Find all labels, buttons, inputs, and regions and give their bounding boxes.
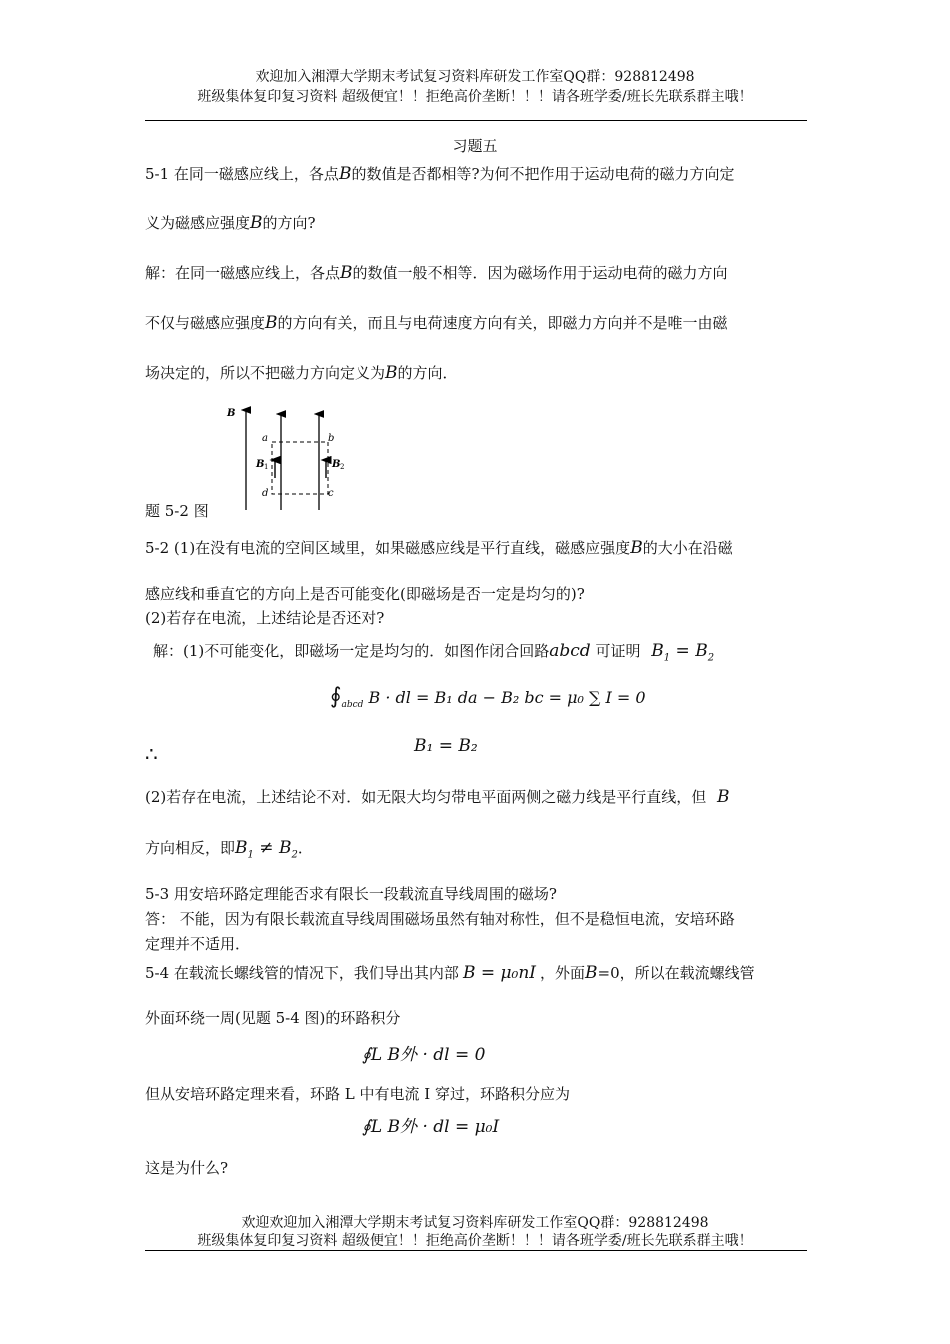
q52-line-2: 感应线和垂直它的方向上是否可能变化(即磁场是否一定是均匀的)? bbox=[145, 585, 585, 603]
therefore-symbol: ∴ bbox=[145, 742, 158, 766]
q51-answer-1: 解：在同一磁感应线上，各点B的数值一般不相等．因为磁场作用于运动电荷的磁力方向 bbox=[145, 263, 728, 283]
footer-line-1: 欢迎欢迎加入湘潭大学期末考试复习资料库研发工作室QQ群：928812498 bbox=[241, 1215, 709, 1231]
header-line-1: 欢迎加入湘潭大学期末考试复习资料库研发工作室QQ群：928812498 bbox=[255, 69, 695, 85]
label-B1: B bbox=[256, 459, 265, 470]
label-B2: B bbox=[332, 459, 341, 470]
label-b: b bbox=[328, 433, 335, 444]
q52-equation-1: $∮_{abcd}$ B · dl = B₁ da − B₂ bc = μ₀ ∑ I = 0 bbox=[330, 684, 646, 711]
footer-rule bbox=[145, 1250, 807, 1251]
q52-answer-2a: (2)若存在电流，上述结论不对．如无限大均匀带电平面两侧之磁力线是平行直线，但 B bbox=[145, 787, 730, 807]
q51-line-2: 义为磁感应强度B的方向? bbox=[145, 213, 316, 233]
q51-line-1: 5-1 在同一磁感应线上，各点B的数值是否都相等?为何不把作用于运动电荷的磁力方向定 bbox=[145, 164, 735, 184]
q54-line-4: 这是为什么? bbox=[145, 1159, 229, 1177]
figure-caption: 题 5-2 图 bbox=[145, 502, 209, 520]
q52-line-1: 5-2 (1)在没有电流的空间区域里，如果磁感应线是平行直线，磁感应强度B的大小在沿磁 bbox=[145, 538, 733, 558]
label-B1-sub: 1 bbox=[264, 463, 269, 471]
footer-line-2: 班级集体复印复习资料 超级便宜！！拒绝高价垄断！！！请各班学委/班长先联系群主哦！ bbox=[197, 1233, 753, 1249]
label-c: c bbox=[328, 488, 334, 499]
q54-equation-1: ∮L B外 · dl = 0 bbox=[362, 1045, 486, 1065]
header-line-2: 班级集体复印复习资料 超级便宜！！拒绝高价垄断！！！请各班学委/班长先联系群主哦！ bbox=[197, 89, 753, 105]
q54-line-3: 但从安培环路定理来看，环路 L 中有电流 I 穿过，环路积分应为 bbox=[145, 1085, 570, 1103]
q54-line-2: 外面环绕一周(见题 5-4 图)的环路积分 bbox=[145, 1009, 401, 1027]
q53-line-1: 5-3 用安培环路定理能否求有限长一段载流直导线周围的磁场? bbox=[145, 885, 557, 903]
q51-answer-3: 场决定的，所以不把磁力方向定义为B的方向． bbox=[145, 363, 458, 383]
q52-line-3: (2)若存在电流，上述结论是否还对? bbox=[145, 609, 385, 627]
q53-answer-1: 答： 不能，因为有限长载流直导线周围磁场虽然有轴对称性，但不是稳恒电流，安培环路 bbox=[145, 910, 735, 928]
q52-answer-1: 解：(1)不可能变化，即磁场一定是均匀的．如图作闭合回路abcd 可证明 $B_1 = B_2$ bbox=[153, 641, 715, 664]
label-B2-sub: 2 bbox=[340, 463, 345, 471]
q52-equation-2: B₁ = B₂ bbox=[414, 736, 478, 756]
figure-5-2 bbox=[222, 402, 362, 514]
label-B: B bbox=[227, 408, 236, 419]
label-a: a bbox=[262, 433, 268, 444]
q54-equation-2: ∮L B外 · dl = μ₀I bbox=[362, 1117, 500, 1137]
q52-answer-2b: 方向相反，即$B_1 \ne B_2$． bbox=[145, 838, 313, 861]
header-rule bbox=[145, 120, 807, 121]
label-d: d bbox=[262, 488, 269, 499]
page-title: 习题五 bbox=[452, 137, 498, 155]
q54-line-1: 5-4 在载流长螺线管的情况下，我们导出其内部 B = μ₀nI ，外面B=0，所以在载流螺线管 bbox=[145, 963, 755, 983]
q51-answer-2: 不仅与磁感应强度B的方向有关，而且与电荷速度方向有关，即磁力方向并不是唯一由磁 bbox=[145, 313, 728, 333]
q53-answer-2: 定理并不适用． bbox=[145, 935, 251, 953]
